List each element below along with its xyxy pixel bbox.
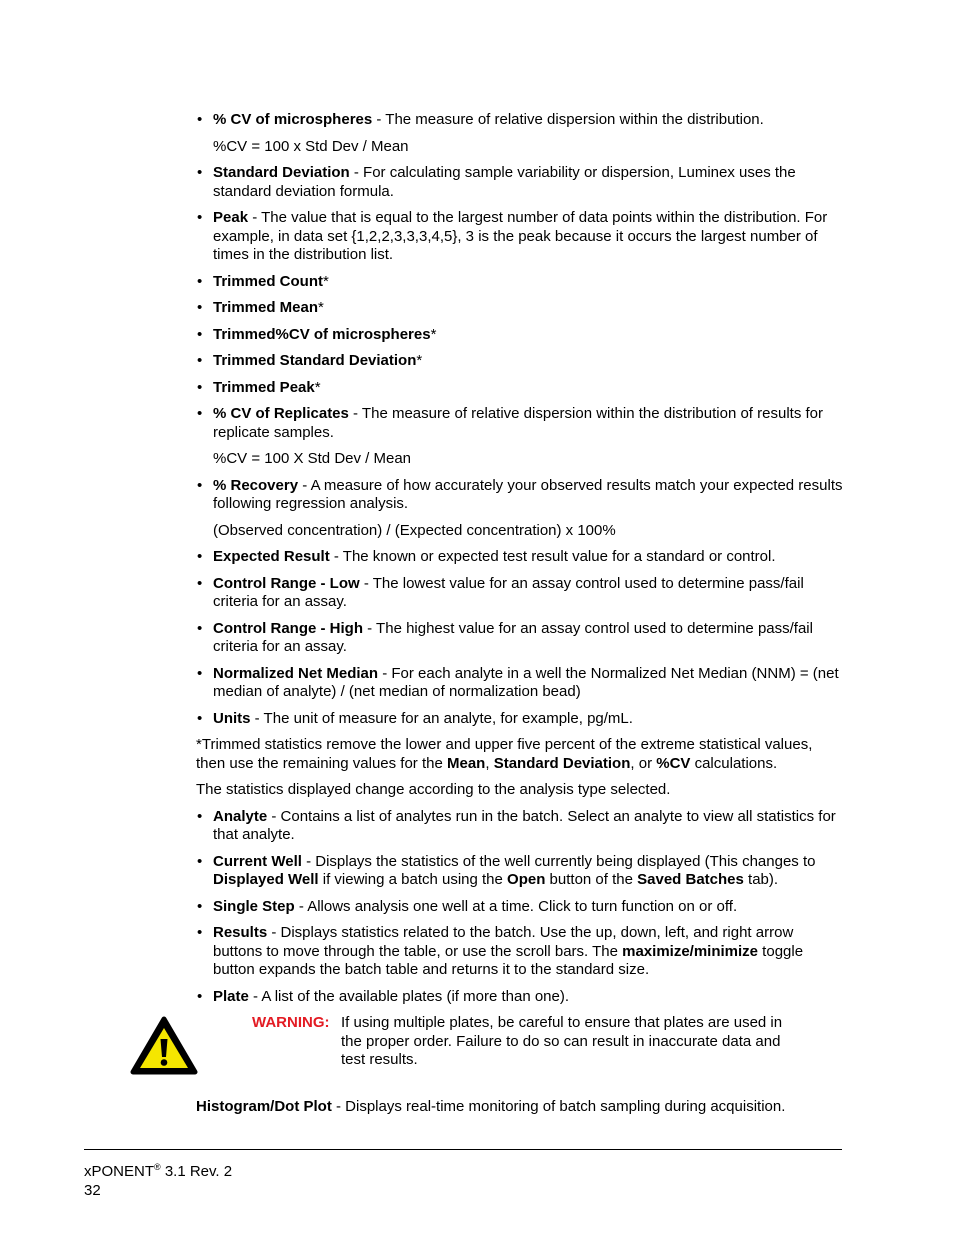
trimmed-note [196,736,844,773]
desc: - A measure of how accurately your observed results match your expected results following regression analysis. [213,476,843,512]
term-inline: maximize/minimize [622,942,759,960]
desc: - Contains a list of analytes run in the batch. Select an analyte to view all statistics for that analyte. [213,807,836,843]
term: % CV of Replicates [213,405,349,422]
list-item [196,548,844,567]
term: % Recovery [213,476,299,494]
suffix: * [430,325,437,343]
product-name: xPONENT [84,1163,155,1180]
formula: %CV = 100 X Std Dev / Mean [213,450,412,467]
desc: - The known or expected test result value for a standard or control. [329,548,776,565]
term: Single Step [213,897,295,915]
version-text: 3.1 Rev. 2 [160,1163,233,1180]
term: Trimmed%CV of microspheres [213,325,431,343]
note-text: , or [630,754,657,772]
desc: - For each analyte in a well the Normalized Net Median (NNM) = (net median of analyte) / (net median of normalization bead) [213,664,839,700]
warning-label: WARNING: [252,1014,330,1031]
desc: - Allows analysis one well at a time. Click to turn function on or off. [294,897,738,915]
term: Plate [213,987,249,1005]
desc: - Displays statistics related to the batch. Use the up, down, left, and right arrow buttons to move through the table, or use the scroll bars. The [213,924,794,960]
formula: %CV = 100 x Std Dev / Mean [213,137,409,155]
list-item [196,326,844,345]
term: Expected Result [213,548,330,565]
desc: tab). [743,871,779,888]
desc: - The lowest value for an assay control used to determine pass/fail criteria for an assay. [213,574,804,610]
term: Trimmed Mean [213,299,319,316]
term: Analyte [213,807,268,825]
desc: - The measure of relative dispersion within the distribution. [372,111,764,128]
term: % CV of microspheres [213,111,373,128]
term: Normalized Net Median [213,664,379,682]
list-item [196,710,844,729]
desc: - Displays the statistics of the well currently being displayed (This changes to [301,852,816,870]
list-item [196,898,844,917]
warning-callout [196,1014,844,1090]
note-bold: Mean [447,754,486,772]
suffix: * [323,272,329,290]
document-body [196,111,844,1125]
list-item [196,575,844,612]
term: Control Range - Low [213,574,360,592]
list-item [196,379,844,398]
list-item [196,352,844,371]
list-item [196,665,844,702]
term-inline: Open [507,871,546,888]
list-item [196,477,844,514]
term: Trimmed Standard Deviation [213,352,417,369]
desc: - The measure of relative dispersion within the distribution of results for replicate samples. [213,405,823,441]
desc: button of the [545,871,638,888]
note-text: , [485,754,494,772]
list-item [196,164,844,201]
list-item [196,808,844,845]
term: Histogram/Dot Plot [196,1098,332,1115]
desc: - Displays real-time monitoring of batch sampling during acquisition. [331,1098,786,1115]
term: Trimmed Count [213,272,324,290]
desc: - The highest value for an assay control used to determine pass/fail criteria for an assay. [213,619,813,655]
list-item [196,620,844,657]
list-item [196,209,844,265]
note-bold: %CV [656,754,691,772]
note-text: calculations. [690,754,778,772]
list-item [196,988,844,1007]
registered-mark: ® [154,1162,161,1172]
term-inline: Saved Batches [637,871,744,888]
desc: toggle button expands the batch table and returns it to the standard size. [213,942,804,978]
note-text: *Trimmed statistics remove the lower and upper five percent of the extreme statistical values, then use the remaining values for the [196,736,813,772]
warning-text: If using multiple plates, be careful to ensure that plates are used in the proper order. Failure to do so can result in inaccurate data and test results. [341,1014,783,1068]
suffix: * [314,378,321,396]
list-item [196,405,844,442]
formula: (Observed concentration) / (Expected concentration) x 100% [213,521,616,539]
list-item [196,853,844,890]
list-item [196,924,844,980]
desc: - A list of the available plates (if more than one). [248,987,570,1005]
suffix: * [416,352,423,369]
list-item [196,299,844,318]
page-number: 32 [84,1181,101,1199]
page-footer [84,1163,232,1200]
suffix: * [318,299,324,316]
list-item [196,273,844,292]
term: Standard Deviation [213,164,350,181]
term: Control Range - High [213,619,363,637]
histogram-paragraph [196,1098,844,1117]
desc: if viewing a batch using the [318,871,508,888]
desc: - For calculating sample variability or dispersion, Luminex uses the standard deviation formula. [213,164,796,200]
footer-divider [84,1149,842,1150]
desc: - The unit of measure for an analyte, for example, pg/mL. [250,709,633,727]
list-item [196,111,844,130]
term: Peak [213,209,249,226]
desc: - The value that is equal to the largest number of data points within the distribution. For example, in data set {1,2,2,3,3,3,4,5}, 3 is the peak because it occurs the largest number of times in the distribution list. [213,209,828,263]
term-inline: Displayed Well [213,871,319,888]
term: Results [213,924,268,941]
term: Units [213,709,251,727]
footer-version [84,1163,232,1182]
term: Trimmed Peak [213,378,315,396]
stats-intro: The statistics displayed change according to the analysis type selected. [196,781,671,798]
warning-triangle-icon [130,1016,198,1076]
note-bold: Standard Deviation [493,754,631,772]
term: Current Well [213,852,302,870]
